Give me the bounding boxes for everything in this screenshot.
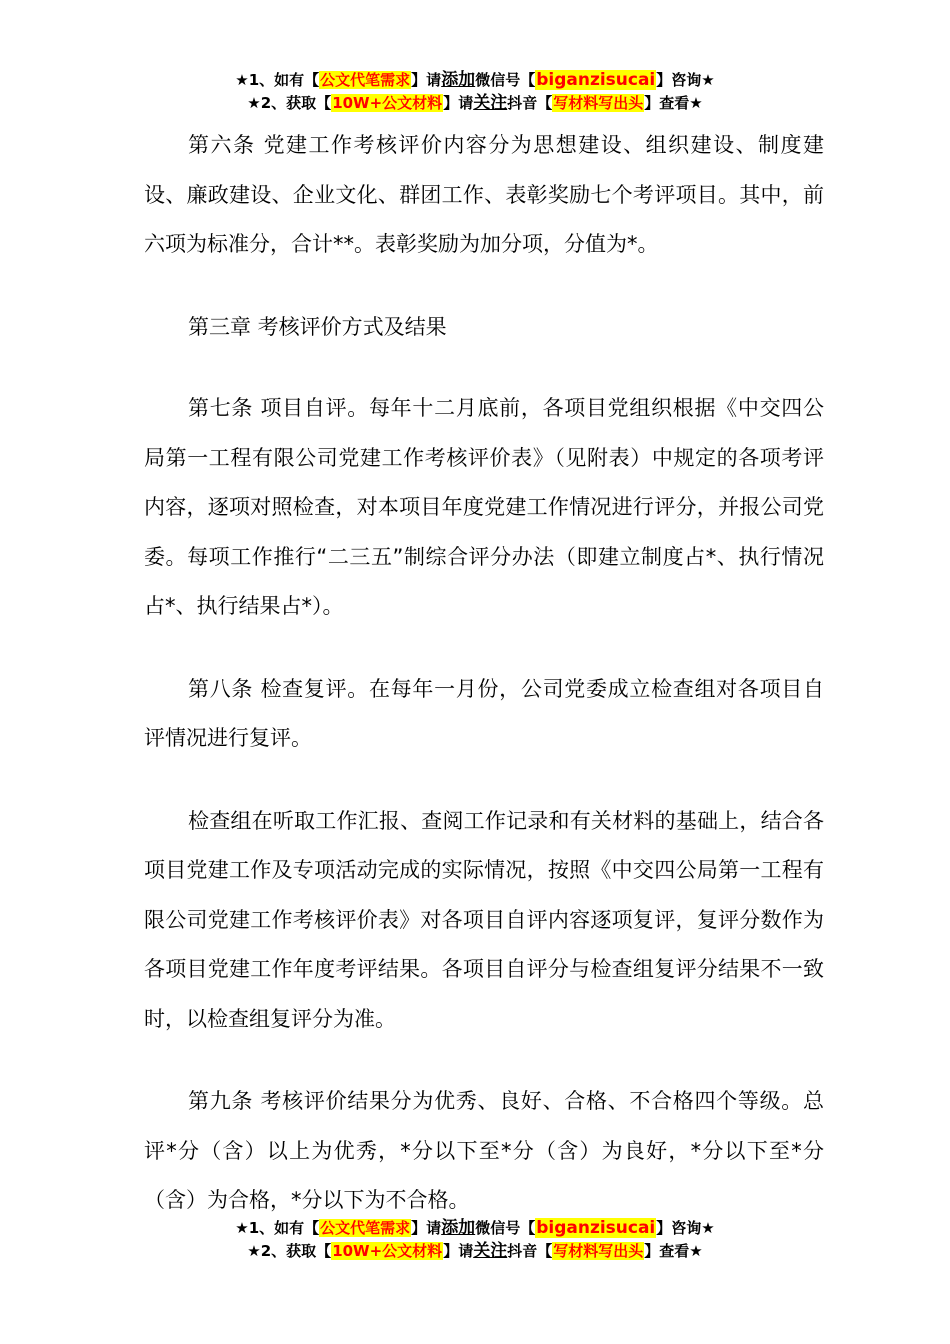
banner-highlight-douyin-id: 写材料写出头 bbox=[553, 94, 644, 112]
banner-text: 微信号【 bbox=[475, 1219, 536, 1237]
banner-text: 】请 bbox=[443, 1242, 474, 1260]
banner-text: 抖音【 bbox=[507, 94, 553, 112]
banner-highlight-wechat-id: biganzisucai bbox=[536, 1218, 656, 1238]
banner-text: 】查看★ bbox=[644, 94, 703, 112]
banner-text: 】请 bbox=[443, 94, 474, 112]
banner-text: ★2、获取【 bbox=[247, 94, 332, 112]
banner-underlined: 添加 bbox=[441, 70, 476, 90]
chapter-3-heading: 第三章 考核评价方式及结果 bbox=[188, 314, 447, 339]
banner-line-2 bbox=[0, 1240, 950, 1263]
banner-text: 抖音【 bbox=[507, 1242, 553, 1260]
header-banner bbox=[0, 69, 950, 115]
banner-highlight: 10W+公文材料 bbox=[332, 1242, 443, 1260]
banner-text: 】请 bbox=[411, 1219, 442, 1237]
banner-highlight-wechat-id: biganzisucai bbox=[536, 70, 656, 90]
banner-text: 】咨询★ bbox=[656, 71, 715, 89]
banner-highlight: 公文代笔需求 bbox=[320, 1219, 411, 1237]
article-8-paragraph: 第八条 检查复评。在每年一月份，公司党委成立检查组对各项目自评情况进行复评。 bbox=[144, 676, 824, 750]
footer-banner bbox=[0, 1217, 950, 1263]
banner-underlined: 关注 bbox=[473, 1241, 508, 1261]
inspection-group-paragraph: 检查组在听取工作汇报、查阅工作记录和有关材料的基础上，结合各项目党建工作及专项活动完成的实际情况，按照《中交四公局第一工程有限公司党建工作考核评价表》对各项目自评内容逐项复评，复评分数作为各项目党建工作年度考评结果。各项目自评分与检查组复评分结果不一致时，以检查组复评分为准。 bbox=[144, 808, 824, 1031]
article-7-paragraph: 第七条 项目自评。每年十二月底前，各项目党组织根据《中交四公局第一工程有限公司党建工作考核评价表》（见附表）中规定的各项考评内容，逐项对照检查，对本项目年度党建工作情况进行评分，并报公司党委。每项工作推行“二三五”制综合评分办法（即建立制度占*、执行情况占*、执行结果占*）。 bbox=[144, 396, 824, 618]
banner-text: 】查看★ bbox=[644, 1242, 703, 1260]
banner-highlight: 10W+公文材料 bbox=[332, 94, 443, 112]
banner-highlight-douyin-id: 写材料写出头 bbox=[553, 1242, 644, 1260]
article-9-paragraph: 第九条 考核评价结果分为优秀、良好、合格、不合格四个等级。总评*分（含）以上为优秀，*分以下至*分（含）为良好，*分以下至*分（含）为合格，*分以下为不合格。 bbox=[144, 1089, 824, 1212]
banner-line-1 bbox=[0, 1217, 950, 1240]
banner-highlight: 公文代笔需求 bbox=[320, 71, 411, 89]
banner-line-1 bbox=[0, 69, 950, 92]
banner-text: ★1、如有【 bbox=[235, 1219, 320, 1237]
banner-text: ★2、获取【 bbox=[247, 1242, 332, 1260]
banner-text: 】请 bbox=[411, 71, 442, 89]
banner-underlined: 添加 bbox=[441, 1218, 476, 1238]
banner-text: 】咨询★ bbox=[656, 1219, 715, 1237]
banner-text: ★1、如有【 bbox=[235, 71, 320, 89]
banner-line-2 bbox=[0, 92, 950, 115]
banner-underlined: 关注 bbox=[473, 93, 508, 113]
article-6-paragraph: 第六条 党建工作考核评价内容分为思想建设、组织建设、制度建设、廉政建设、企业文化、群团工作、表彰奖励七个考评项目。其中，前六项为标准分，合计**。表彰奖励为加分项，分值为*。 bbox=[144, 133, 824, 256]
banner-text: 微信号【 bbox=[475, 71, 536, 89]
document-body bbox=[144, 121, 824, 1259]
